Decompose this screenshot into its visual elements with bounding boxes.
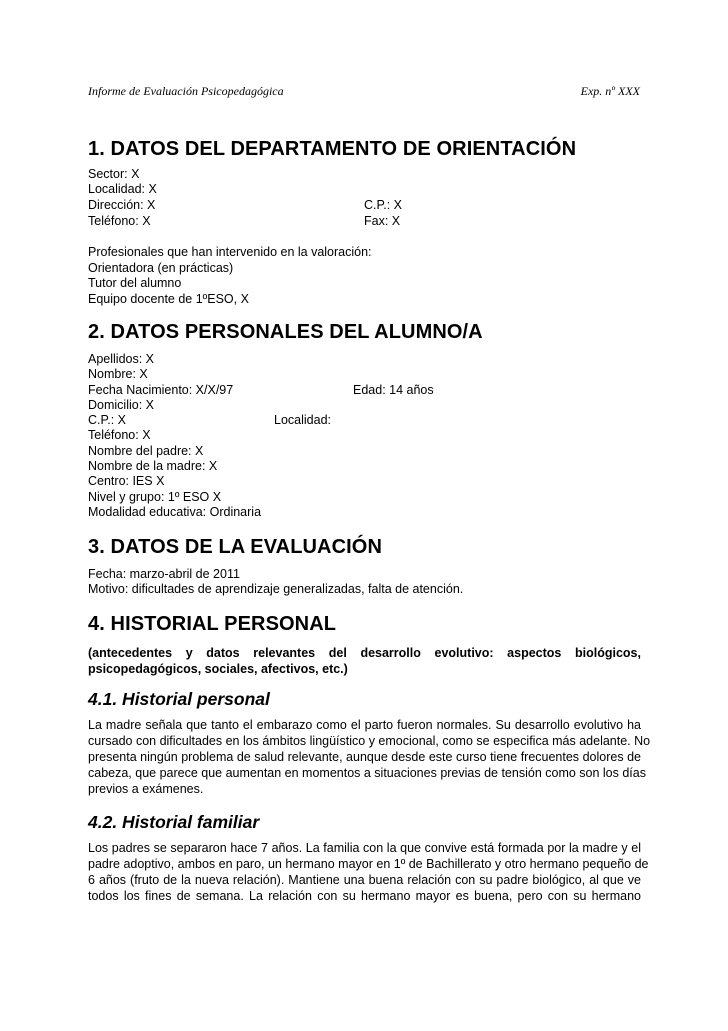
dept-direccion: Dirección: X: [88, 198, 156, 212]
dept-fax: Fax: X: [364, 214, 401, 228]
section-1-heading: 1. DATOS DEL DEPARTAMENTO DE ORIENTACIÓN: [88, 138, 577, 160]
student-padre: Nombre del padre: X: [88, 444, 204, 458]
section-4-note: [88, 645, 641, 677]
student-centro: Centro: IES X: [88, 474, 165, 488]
subsection-4-2-heading: 4.2. Historial familiar: [88, 812, 260, 832]
subsection-4-1-paragraph: [88, 717, 651, 797]
subsection-4-1-heading: 4.1. Historial personal: [88, 689, 270, 709]
paragraph-line: La madre señala que tanto el embarazo como el parto fueron normales. Su desarrollo evolutivo ha: [88, 718, 641, 732]
section-4-note-line-2: psicopedagógicos, sociales, afectivos, etc.): [88, 662, 348, 676]
paragraph-line: padre adoptivo, ambos en paro, un hermano mayor en 1º de Bachillerato y otro hermano pequeño de: [88, 857, 649, 871]
page-header: [88, 84, 640, 99]
student-nombre: Nombre: X: [88, 367, 148, 381]
student-edad: Edad: 14 años: [353, 383, 434, 397]
dept-sector: Sector: X: [88, 167, 140, 181]
student-cp: C.P.: X: [88, 413, 126, 427]
student-madre: Nombre de la madre: X: [88, 459, 218, 473]
paragraph-line: presenta ningún problema de salud relevante, aunque desde este curso tiene frecuentes dolores de: [88, 750, 641, 764]
professional-1: Orientadora (en prácticas): [88, 261, 234, 275]
student-fecha-nacimiento: Fecha Nacimiento: X/X/97: [88, 383, 234, 397]
student-localidad: Localidad:: [274, 413, 331, 427]
student-domicilio: Domicilio: X: [88, 398, 154, 412]
section-3-heading: 3. DATOS DE LA EVALUACIÓN: [88, 536, 383, 558]
paragraph-line: cursado con dificultades en los ámbitos lingüístico y emocional, como se especifica más adelante. No: [88, 734, 651, 748]
section-2-heading: 2. DATOS PERSONALES DEL ALUMNO/A: [88, 321, 483, 343]
professional-3: Equipo docente de 1ºESO, X: [88, 292, 249, 306]
paragraph-line: previos a exámenes.: [88, 782, 204, 796]
professionals-label: Profesionales que han intervenido en la valoración:: [88, 245, 372, 259]
header-file-number: Exp. nº XXX: [580, 84, 640, 98]
paragraph-line: Los padres se separaron hace 7 años. La familia con la que convive está formada por la madre y el: [88, 841, 641, 855]
professional-2: Tutor del alumno: [88, 276, 182, 290]
student-modalidad: Modalidad educativa: Ordinaria: [88, 505, 262, 519]
student-telefono: Teléfono: X: [88, 428, 151, 442]
header-title: Informe de Evaluación Psicopedagógica: [88, 84, 284, 98]
student-nivel: Nivel y grupo: 1º ESO X: [88, 490, 222, 504]
evaluation-motivo: Motivo: dificultades de aprendizaje generalizadas, falta de atención.: [88, 582, 464, 596]
section-4-heading: 4. HISTORIAL PERSONAL: [88, 613, 337, 635]
dept-localidad: Localidad: X: [88, 182, 157, 196]
evaluation-fecha: Fecha: marzo-abril de 2011: [88, 567, 240, 581]
dept-telefono: Teléfono: X: [88, 214, 151, 228]
subsection-4-2-paragraph: [88, 840, 649, 904]
student-apellidos: Apellidos: X: [88, 352, 155, 366]
paragraph-line: cabeza, que parece que aumentan en momentos a situaciones previas de tensión como son los días: [88, 766, 646, 780]
paragraph-line: 6 años (fruto de la nueva relación). Mantiene una buena relación con su padre biológico, al que ve: [88, 873, 641, 887]
section-4-note-line-1: (antecedentes y datos relevantes del desarrollo evolutivo: aspectos biológicos,: [88, 646, 641, 660]
paragraph-line: todos los fines de semana. La relación con su hermano mayor es buena, pero con su hermano: [88, 889, 641, 903]
dept-cp: C.P.: X: [364, 198, 402, 212]
